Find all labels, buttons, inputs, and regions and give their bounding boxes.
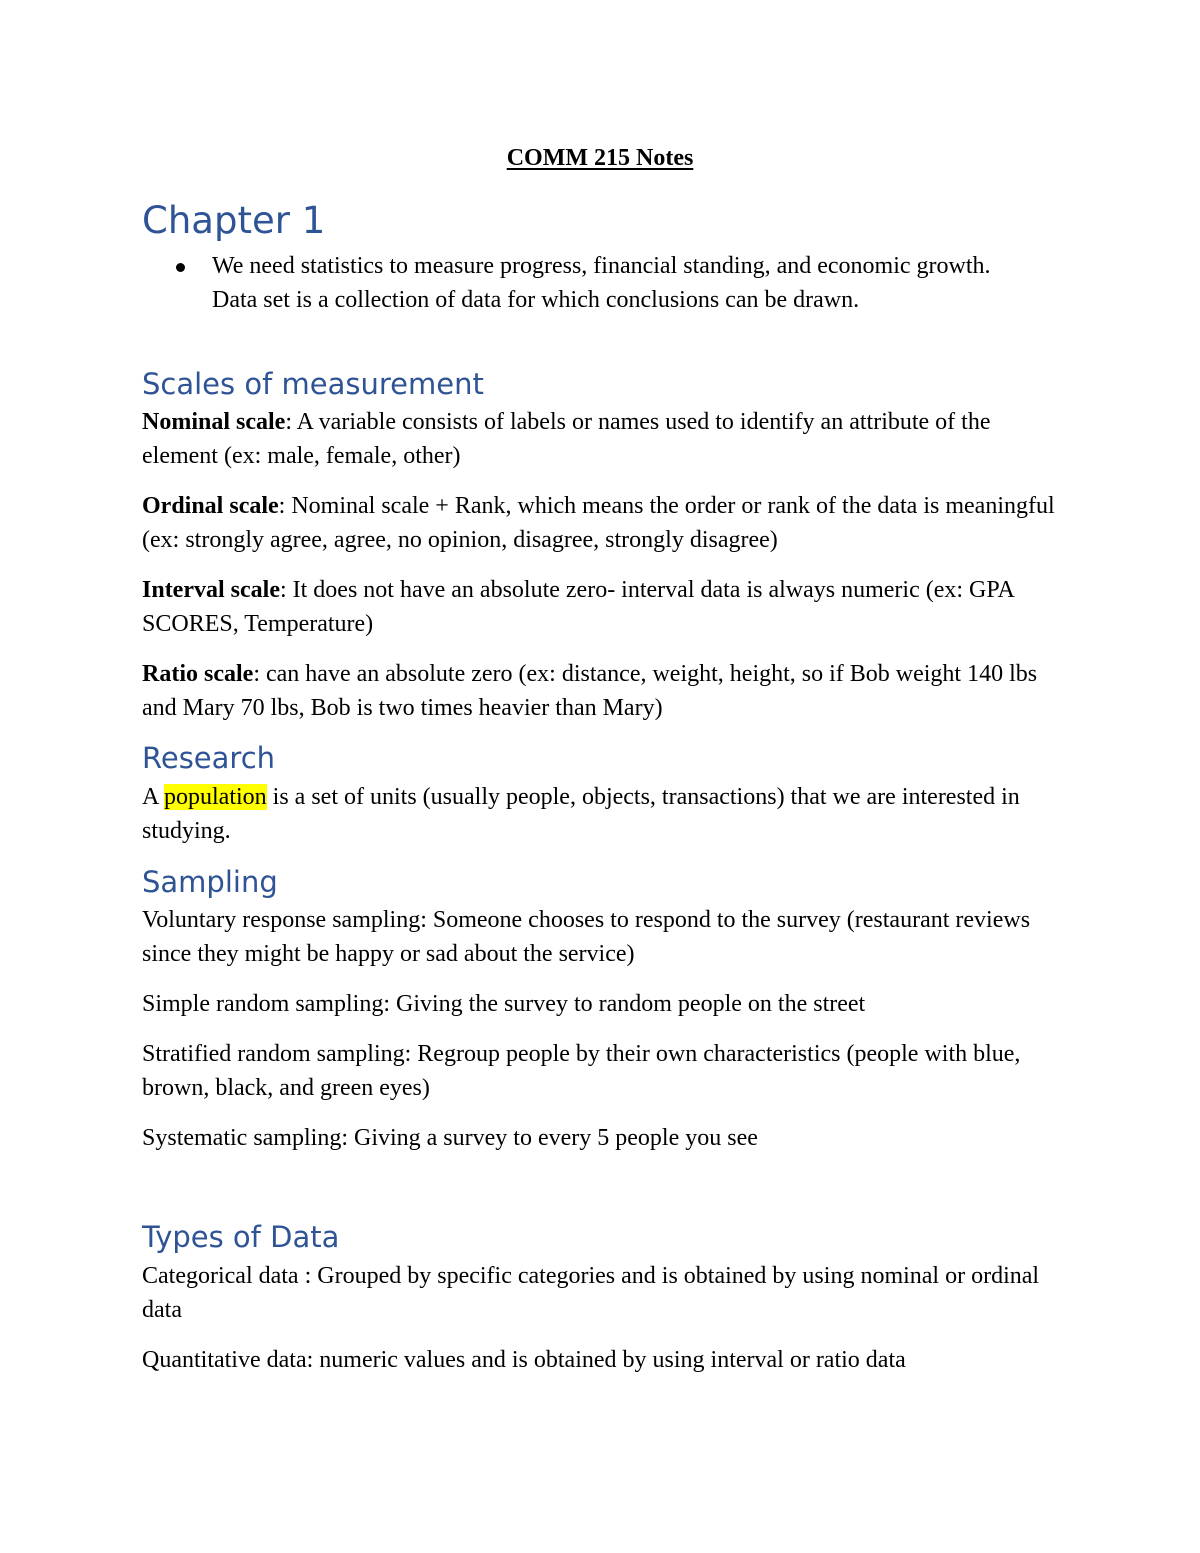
interval-scale-term: Interval scale <box>142 577 280 603</box>
research-paragraph <box>142 780 1062 848</box>
nominal-scale-term: Nominal scale <box>142 409 286 435</box>
bullet-text-line1: We need statistics to measure progress, financial standing, and economic growth. <box>212 253 991 279</box>
ratio-scale-term: Ratio scale <box>142 661 254 687</box>
ratio-scale-paragraph <box>142 657 1062 725</box>
categorical-data-paragraph: Categorical data : Grouped by specific categories and is obtained by using nominal or ordinal data <box>142 1263 1040 1323</box>
scales-heading: Scales of measurement <box>142 367 484 401</box>
chapter-heading: Chapter 1 <box>142 199 326 242</box>
highlighted-term: population <box>164 784 267 810</box>
bullet-icon <box>176 263 185 272</box>
chapter-bullet-list <box>142 249 1062 317</box>
ordinal-scale-text: : Nominal scale + Rank, which means the order or rank of the data is meaningful (ex: strongly agree, agree, no opinion, disagree, strongly disagree) <box>142 493 1055 553</box>
ordinal-scale-term: Ordinal scale <box>142 493 279 519</box>
simple-random-sampling-paragraph: Simple random sampling: Giving the survey to random people on the street <box>142 991 866 1017</box>
research-heading: Research <box>142 741 276 775</box>
types-of-data-heading: Types of Data <box>142 1220 340 1254</box>
research-suffix: is a set of units (usually people, objects, transactions) that we are interested in studying. <box>142 784 1020 844</box>
nominal-scale-paragraph <box>142 405 1062 473</box>
document-title: COMM 215 Notes <box>506 145 694 171</box>
research-prefix: A <box>142 784 165 810</box>
nominal-scale-text: : A variable consists of labels or names used to identify an attribute of the element (ex: male, female, other) <box>142 409 991 469</box>
ordinal-scale-paragraph <box>142 489 1062 557</box>
sampling-heading: Sampling <box>142 865 278 899</box>
interval-scale-text: : It does not have an absolute zero- interval data is always numeric (ex: GPA SCORES, Temperature) <box>142 577 1014 637</box>
ratio-scale-text: : can have an absolute zero (ex: distance, weight, height, so if Bob weight 140 lbs and Mary 70 lbs, Bob is two times heavier than Mary) <box>142 661 1038 721</box>
systematic-sampling-paragraph: Systematic sampling: Giving a survey to every 5 people you see <box>142 1125 758 1151</box>
stratified-sampling-paragraph: Stratified random sampling: Regroup people by their own characteristics (people with blue, brown, black, and green eyes) <box>142 1041 1021 1101</box>
list-item <box>142 249 1062 317</box>
bullet-text-line2: Data set is a collection of data for which conclusions can be drawn. <box>212 287 860 313</box>
voluntary-sampling-paragraph: Voluntary response sampling: Someone chooses to respond to the survey (restaurant reviews since they might be happy or sad about the service) <box>142 907 1031 967</box>
interval-scale-paragraph <box>142 573 1062 641</box>
quantitative-data-paragraph: Quantitative data: numeric values and is obtained by using interval or ratio data <box>142 1347 906 1373</box>
